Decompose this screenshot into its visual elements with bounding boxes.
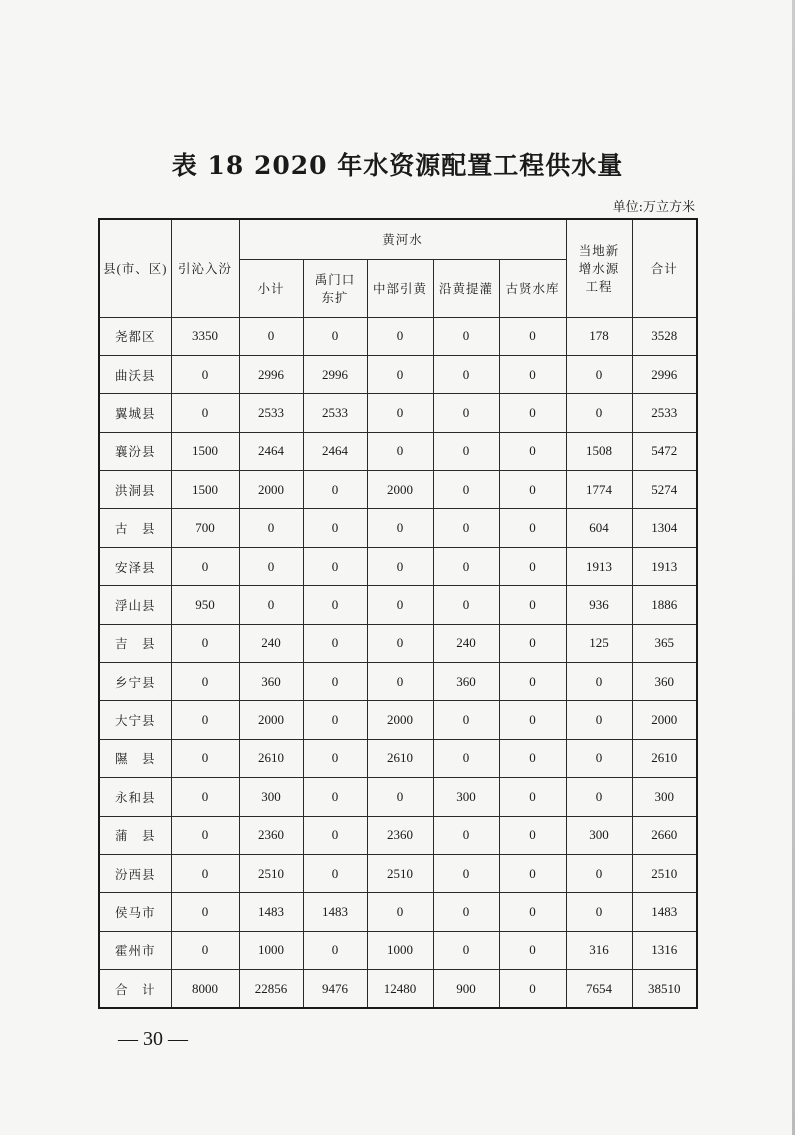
value-cell: 2000 (367, 701, 433, 739)
value-cell: 2610 (239, 739, 303, 777)
header-total: 合计 (632, 219, 697, 317)
value-cell: 1913 (632, 547, 697, 585)
value-cell: 2660 (632, 816, 697, 854)
value-cell: 0 (499, 663, 566, 701)
value-cell: 0 (367, 778, 433, 816)
county-cell: 安泽县 (99, 547, 171, 585)
header-yanhuang: 沿黄提灌 (433, 259, 499, 317)
value-cell: 0 (303, 739, 367, 777)
value-cell: 0 (303, 624, 367, 662)
value-cell: 0 (303, 663, 367, 701)
value-cell: 1508 (566, 432, 632, 470)
value-cell: 0 (499, 931, 566, 969)
value-cell: 1304 (632, 509, 697, 547)
county-cell: 襄汾县 (99, 432, 171, 470)
value-cell: 2510 (632, 854, 697, 892)
county-cell: 侯马市 (99, 893, 171, 931)
value-cell: 1500 (171, 432, 239, 470)
value-cell: 7654 (566, 970, 632, 1008)
value-cell: 2533 (303, 394, 367, 432)
value-cell: 0 (433, 355, 499, 393)
value-cell: 900 (433, 970, 499, 1008)
value-cell: 0 (499, 893, 566, 931)
value-cell: 0 (171, 394, 239, 432)
value-cell: 0 (433, 317, 499, 355)
value-cell: 9476 (303, 970, 367, 1008)
value-cell: 0 (303, 317, 367, 355)
value-cell: 0 (367, 893, 433, 931)
value-cell: 0 (499, 624, 566, 662)
value-cell: 0 (367, 509, 433, 547)
value-cell: 2610 (632, 739, 697, 777)
value-cell: 5472 (632, 432, 697, 470)
value-cell: 0 (566, 355, 632, 393)
header-qinshui: 引沁入汾 (171, 219, 239, 317)
county-cell: 洪洞县 (99, 471, 171, 509)
value-cell: 2610 (367, 739, 433, 777)
header-yellow-river: 黄河水 (239, 219, 566, 259)
value-cell: 0 (367, 394, 433, 432)
value-cell: 316 (566, 931, 632, 969)
value-cell: 0 (303, 816, 367, 854)
value-cell: 1886 (632, 586, 697, 624)
value-cell: 38510 (632, 970, 697, 1008)
value-cell: 2360 (239, 816, 303, 854)
header-guzi: 古贤水库 (499, 259, 566, 317)
value-cell: 0 (239, 317, 303, 355)
table-row (99, 355, 697, 393)
value-cell: 0 (171, 701, 239, 739)
value-cell: 1483 (239, 893, 303, 931)
value-cell: 2000 (367, 471, 433, 509)
table-row (99, 663, 697, 701)
value-cell: 0 (499, 547, 566, 585)
value-cell: 700 (171, 509, 239, 547)
value-cell: 0 (171, 739, 239, 777)
value-cell: 0 (367, 432, 433, 470)
value-cell: 0 (499, 317, 566, 355)
value-cell: 0 (433, 547, 499, 585)
table-body (99, 317, 697, 1008)
unit-label: 单位:万立方米 (612, 200, 695, 215)
value-cell: 0 (367, 355, 433, 393)
value-cell: 0 (433, 432, 499, 470)
value-cell: 2533 (632, 394, 697, 432)
value-cell: 360 (433, 663, 499, 701)
value-cell: 300 (566, 816, 632, 854)
value-cell: 2360 (367, 816, 433, 854)
header-zhongbu: 中部引黄 (367, 259, 433, 317)
value-cell: 0 (566, 778, 632, 816)
page-title: 表 18 2020 年水资源配置工程供水量 (171, 151, 624, 180)
value-cell: 360 (632, 663, 697, 701)
county-cell: 永和县 (99, 778, 171, 816)
table-row (99, 432, 697, 470)
value-cell: 240 (433, 624, 499, 662)
county-cell: 霍州市 (99, 931, 171, 969)
value-cell: 5274 (632, 471, 697, 509)
value-cell: 0 (499, 816, 566, 854)
table-row (99, 701, 697, 739)
county-cell: 汾西县 (99, 854, 171, 892)
value-cell: 2510 (367, 854, 433, 892)
value-cell: 1483 (303, 893, 367, 931)
value-cell: 0 (433, 816, 499, 854)
value-cell: 1000 (239, 931, 303, 969)
table-row (99, 739, 697, 777)
county-cell: 乡宁县 (99, 663, 171, 701)
value-cell: 0 (239, 586, 303, 624)
value-cell: 0 (239, 547, 303, 585)
value-cell: 360 (239, 663, 303, 701)
table-row (99, 931, 697, 969)
county-cell: 隰 县 (99, 739, 171, 777)
value-cell: 1316 (632, 931, 697, 969)
value-cell: 2996 (239, 355, 303, 393)
value-cell: 0 (303, 701, 367, 739)
value-cell: 240 (239, 624, 303, 662)
county-cell: 翼城县 (99, 394, 171, 432)
value-cell: 3528 (632, 317, 697, 355)
value-cell: 0 (367, 624, 433, 662)
value-cell: 2000 (239, 471, 303, 509)
county-cell: 吉 县 (99, 624, 171, 662)
county-cell: 合 计 (99, 970, 171, 1008)
value-cell: 1000 (367, 931, 433, 969)
county-cell: 浮山县 (99, 586, 171, 624)
county-cell: 蒲 县 (99, 816, 171, 854)
value-cell: 0 (499, 471, 566, 509)
value-cell: 0 (499, 970, 566, 1008)
table-row (99, 547, 697, 585)
value-cell: 0 (566, 893, 632, 931)
value-cell: 936 (566, 586, 632, 624)
value-cell: 12480 (367, 970, 433, 1008)
value-cell: 0 (566, 739, 632, 777)
table-row (99, 586, 697, 624)
value-cell: 365 (632, 624, 697, 662)
value-cell: 0 (433, 394, 499, 432)
value-cell: 300 (239, 778, 303, 816)
value-cell: 178 (566, 317, 632, 355)
table-row (99, 394, 697, 432)
water-supply-table (98, 218, 698, 1009)
county-cell: 曲沃县 (99, 355, 171, 393)
value-cell: 0 (171, 816, 239, 854)
value-cell: 300 (632, 778, 697, 816)
table-row (99, 509, 697, 547)
value-cell: 3350 (171, 317, 239, 355)
table-row (99, 854, 697, 892)
value-cell: 2000 (632, 701, 697, 739)
value-cell: 0 (499, 778, 566, 816)
value-cell: 0 (433, 931, 499, 969)
table-row (99, 970, 697, 1008)
value-cell: 0 (433, 509, 499, 547)
value-cell: 0 (303, 931, 367, 969)
table-row (99, 893, 697, 931)
value-cell: 0 (171, 854, 239, 892)
value-cell: 0 (433, 739, 499, 777)
value-cell: 1774 (566, 471, 632, 509)
value-cell: 0 (171, 778, 239, 816)
value-cell: 0 (303, 778, 367, 816)
value-cell: 300 (433, 778, 499, 816)
value-cell: 22856 (239, 970, 303, 1008)
value-cell: 0 (566, 663, 632, 701)
value-cell: 0 (433, 586, 499, 624)
value-cell: 0 (499, 432, 566, 470)
value-cell: 125 (566, 624, 632, 662)
value-cell: 0 (367, 547, 433, 585)
value-cell: 0 (303, 471, 367, 509)
value-cell: 2510 (239, 854, 303, 892)
value-cell: 0 (367, 586, 433, 624)
value-cell: 0 (566, 854, 632, 892)
value-cell: 2533 (239, 394, 303, 432)
value-cell: 0 (171, 547, 239, 585)
page-number: — 30 — (118, 1028, 188, 1050)
value-cell: 8000 (171, 970, 239, 1008)
value-cell: 0 (566, 394, 632, 432)
value-cell: 0 (433, 701, 499, 739)
value-cell: 2996 (303, 355, 367, 393)
value-cell: 0 (239, 509, 303, 547)
value-cell: 0 (171, 663, 239, 701)
value-cell: 0 (171, 931, 239, 969)
value-cell: 604 (566, 509, 632, 547)
value-cell: 0 (499, 701, 566, 739)
county-cell: 古 县 (99, 509, 171, 547)
value-cell: 0 (367, 317, 433, 355)
value-cell: 0 (499, 854, 566, 892)
value-cell: 0 (303, 854, 367, 892)
value-cell: 0 (566, 701, 632, 739)
value-cell: 950 (171, 586, 239, 624)
value-cell: 0 (303, 547, 367, 585)
table-row (99, 471, 697, 509)
value-cell: 0 (367, 663, 433, 701)
value-cell: 2464 (239, 432, 303, 470)
table-row (99, 778, 697, 816)
value-cell: 0 (303, 509, 367, 547)
value-cell: 2464 (303, 432, 367, 470)
value-cell: 1500 (171, 471, 239, 509)
value-cell: 0 (433, 854, 499, 892)
header-yumenkou: 禹门口东扩 (303, 259, 367, 317)
value-cell: 1483 (632, 893, 697, 931)
value-cell: 0 (433, 471, 499, 509)
value-cell: 0 (171, 624, 239, 662)
value-cell: 2000 (239, 701, 303, 739)
table-row (99, 317, 697, 355)
county-cell: 尧都区 (99, 317, 171, 355)
value-cell: 0 (171, 355, 239, 393)
header-local-new: 当地新增水源工程 (566, 219, 632, 317)
header-subtotal: 小计 (239, 259, 303, 317)
value-cell: 0 (499, 394, 566, 432)
value-cell: 0 (171, 893, 239, 931)
value-cell: 0 (433, 893, 499, 931)
value-cell: 0 (499, 509, 566, 547)
value-cell: 0 (499, 739, 566, 777)
header-county: 县(市、区) (99, 219, 171, 317)
table-row (99, 816, 697, 854)
value-cell: 0 (499, 355, 566, 393)
value-cell: 0 (303, 586, 367, 624)
value-cell: 0 (499, 586, 566, 624)
county-cell: 大宁县 (99, 701, 171, 739)
table-row (99, 624, 697, 662)
value-cell: 2996 (632, 355, 697, 393)
value-cell: 1913 (566, 547, 632, 585)
